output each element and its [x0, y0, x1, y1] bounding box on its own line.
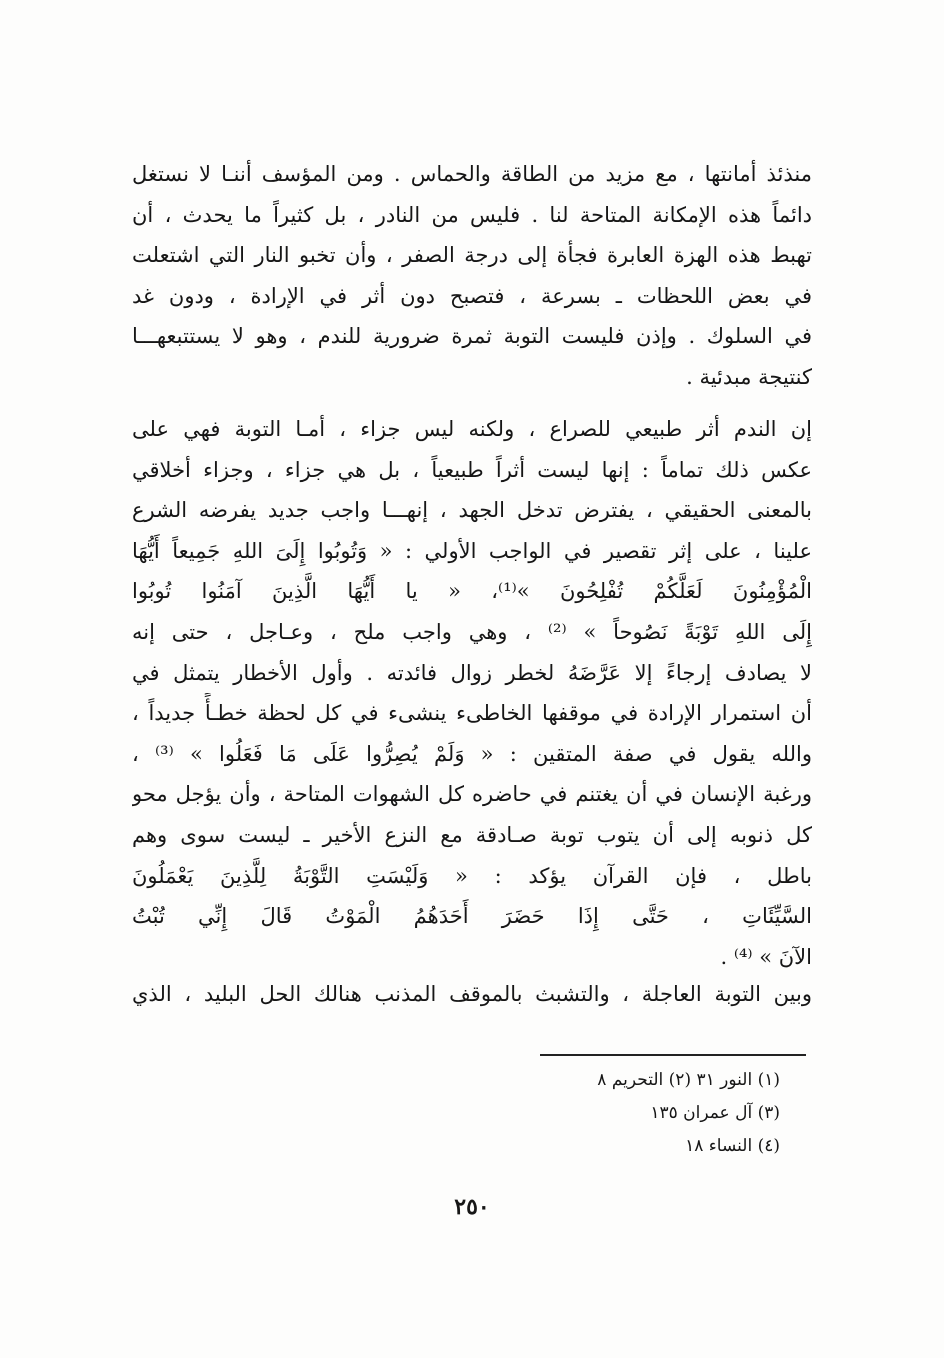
text-line: منذئذ أمانتها ، مع مزيد من الطاقة والحماس . ومن المؤسف أننـا لا نستغل: [132, 162, 812, 186]
text-line: لا يصادف إرجاءً إلا عَرَّضَهُ لخطر زوال فائدته . وأول الأخطار يتمثل في: [132, 660, 812, 685]
paragraph-3: [132, 974, 812, 1015]
text-line: الْمُؤْمِنُونَ لَعَلَّكُمْ تُفْلِحُونَ »⁽¹⁾، « يا أَيُّهَا الَّذِينَ آمَنُوا تُوبُوا: [132, 579, 812, 604]
paragraph-2: [132, 409, 812, 977]
text-line: ورغبة الإنسان في أن يغتنم في حاضره كل الشهوات المتاحة ، وأن يؤجل محو: [132, 782, 812, 807]
text-line: دائماً هذه الإمكانة المتاحة لنا . فليس من النادر ، بل كثيراً ما يحدث ، أن: [132, 202, 812, 227]
text-line: في السلوك . وإذن فليست التوبة ثمرة ضرورية للندم ، وهو لا يستتبعهـــا: [132, 324, 812, 349]
text-line: علينا ، على إثر تقصير في الواجب الأولي : « وَتُوبُوا إِلَىَ اللهِ جَمِيعاً أَيُّهَا: [132, 538, 812, 563]
text-line: كنتيجة مبدئية .: [686, 364, 812, 389]
footnote: (٤) النساء ١٨: [685, 1136, 780, 1156]
text-line: إِلَى اللهِ تَوْبَةً نَصُوحاً » ⁽²⁾ ، وهي واجب ملح ، وعـاجل ، حتى إنه: [132, 619, 812, 644]
footnote: (٣) آل عمران ١٣٥: [650, 1103, 780, 1123]
text-line: الآنَ » ⁽⁴⁾ .: [720, 944, 812, 969]
footnote-divider: [540, 1054, 806, 1056]
text-line: باطل ، فإن القرآن يؤكد : « وَلَيْسَتِ التَّوْبَةُ لِلَّذِينَ يَعْمَلُونَ: [132, 863, 812, 888]
paragraph-1: [132, 154, 812, 398]
footnotes: [540, 1064, 780, 1163]
text-line: أن استمرار الإرادة في موقفها الخاطىء ينشىء في كل لحظة خطـأً جديداً ،: [132, 701, 812, 726]
text-line: بالمعنى الحقيقي ، يفترض تدخل الجهد ، إنهـــا واجب جديد يفرضه الشرع: [132, 498, 812, 523]
text-line: إن الندم أثر طبيعي للصراع ، ولكنه ليس جزاء ، أمـا التوبة فهي على: [132, 417, 812, 441]
footnote: (١) النور ٣١ (٢) التحريم ٨: [597, 1070, 780, 1090]
text-line: والله يقول في صفة المتقين : « وَلَمْ يُصِرُّوا عَلَى مَا فَعَلُوا » ⁽³⁾ ،: [132, 741, 812, 766]
page-number: ٢٥٠: [454, 1194, 490, 1220]
text-line: تهبط هذه الهزة العابرة فجأة إلى درجة الصفر ، وأن تخبو النار التي اشتعلت: [132, 243, 812, 268]
text-line: وبين التوبة العاجلة ، والتشبث بالموقف المذنب هنالك الحل البليد ، الذي: [132, 982, 812, 1006]
text-line: في بعض اللحظات ـ بسرعة ، فتصبح دون أثر في الإرادة ، ودون غد: [132, 283, 812, 308]
text-line: عكس ذلك تماماً : إنها ليست أثراً طبيعياً ، بل هي جزاء ، وجزاء أخلاقي: [132, 457, 812, 482]
text-line: كل ذنوبه إلى أن يتوب توبة صـادقة مع النزع الأخير ـ ليست سوى وهم: [132, 822, 812, 847]
text-line: السَّيِّئَاتِ ، حَتَّى إِذَا حَضَرَ أَحَدَهُمُ الْمَوْتُ قَالَ إِنِّي تُبْتُ: [132, 904, 812, 929]
